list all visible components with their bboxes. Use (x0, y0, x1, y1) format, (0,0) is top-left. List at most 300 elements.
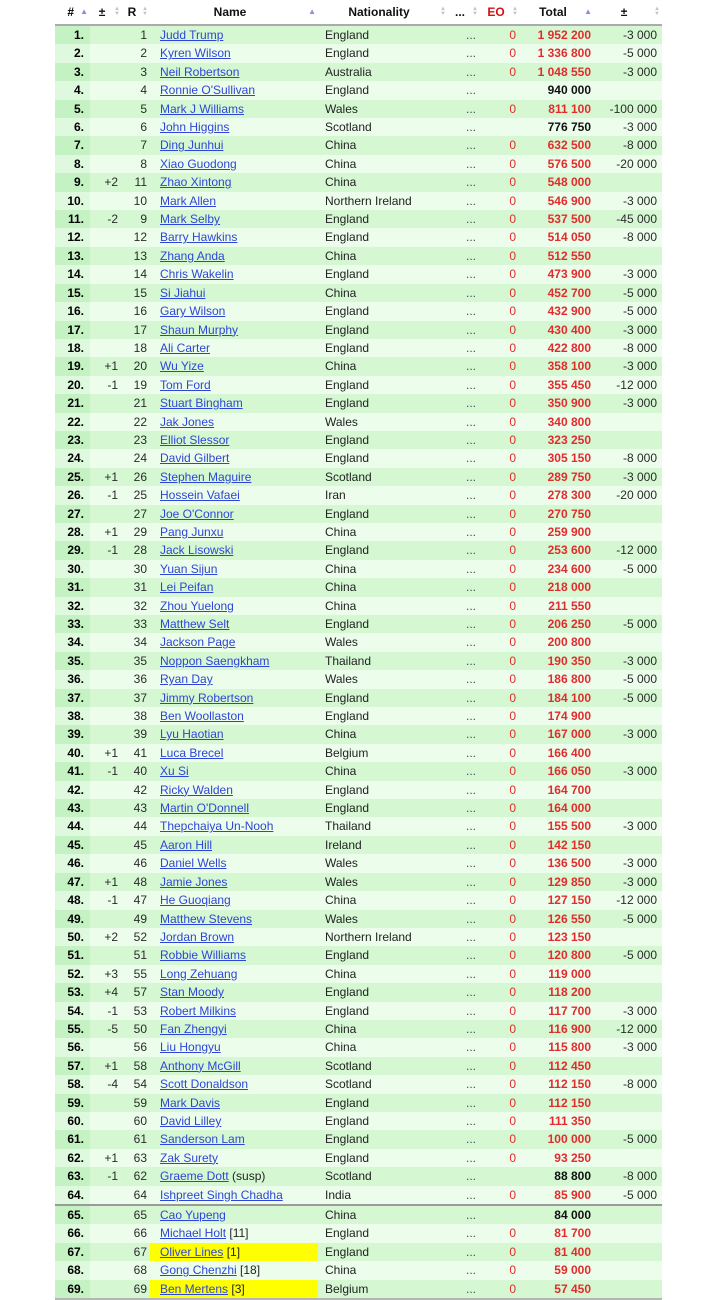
player-link[interactable]: Mark Allen (160, 193, 217, 208)
column-header-details[interactable]: ... ▲ ▼ (448, 0, 480, 25)
diff-cell: -5 000 (594, 670, 662, 688)
details-cell: ... (448, 1112, 480, 1130)
player-link[interactable]: Graeme Dott (160, 1169, 229, 1184)
nationality-cell: England (318, 44, 448, 62)
total-cell: 112 450 (520, 1057, 594, 1075)
total-cell: 546 900 (520, 192, 594, 210)
details-cell: ... (448, 1075, 480, 1093)
name-cell (150, 1020, 318, 1038)
total-cell: 118 200 (520, 983, 594, 1001)
diff-cell: -3 000 (594, 63, 662, 81)
name-cell (150, 468, 318, 486)
diff-cell: -5 000 (594, 1130, 662, 1148)
prev-rank-cell: 61 (122, 1130, 150, 1148)
details-cell: ... (448, 707, 480, 725)
player-link[interactable]: Wu Yize (160, 359, 204, 374)
name-cell (150, 707, 318, 725)
details-cell: ... (448, 541, 480, 559)
prev-rank-cell: 14 (122, 265, 150, 283)
name-cell (150, 81, 318, 99)
table-row (55, 965, 662, 983)
diff-cell (594, 1224, 662, 1242)
diff-cell (594, 983, 662, 1001)
name-cell (150, 1075, 318, 1093)
move-cell: -1 (90, 541, 122, 559)
rank-cell: 48. (55, 891, 90, 909)
details-cell: ... (448, 210, 480, 228)
prev-rank-cell: 31 (122, 578, 150, 596)
table-row (55, 100, 662, 118)
player-link[interactable]: Robbie Williams (160, 948, 247, 963)
sort-toggle-icon: ▲ ▼ (654, 6, 660, 17)
player-link[interactable]: Daniel Wells (160, 856, 227, 871)
prev-rank-cell: 11 (122, 173, 150, 191)
eo-cell: 0 (480, 983, 520, 1001)
rank-cell: 52. (55, 965, 90, 983)
table-row (55, 63, 662, 81)
player-link[interactable]: Robert Milkins (160, 1003, 237, 1018)
nationality-cell: China (318, 1020, 448, 1038)
name-cell (150, 376, 318, 394)
player-link[interactable]: Thepchaiya Un-Nooh (160, 819, 274, 834)
move-cell: -1 (90, 1167, 122, 1185)
table-row (55, 192, 662, 210)
name-cell (150, 891, 318, 909)
prev-rank-cell: 38 (122, 707, 150, 725)
diff-cell (594, 1057, 662, 1075)
total-cell: 473 900 (520, 265, 594, 283)
rank-cell: 49. (55, 910, 90, 928)
player-link[interactable]: Stephen Maguire (160, 469, 252, 484)
total-cell: 129 850 (520, 873, 594, 891)
eo-cell: 0 (480, 284, 520, 302)
total-cell: 111 350 (520, 1112, 594, 1130)
table-row (55, 1261, 662, 1279)
name-cell (150, 762, 318, 780)
name-cell (150, 1094, 318, 1112)
player-link[interactable]: Yuan Sijun (160, 561, 218, 576)
player-link[interactable]: Sanderson Lam (160, 1132, 245, 1147)
prev-rank-cell: 64 (122, 1186, 150, 1205)
rank-cell: 33. (55, 615, 90, 633)
player-link[interactable]: Ben Mertens (160, 1281, 229, 1296)
player-link[interactable]: Zhang Anda (160, 248, 225, 263)
details-cell: ... (448, 394, 480, 412)
table-row (55, 173, 662, 191)
table-row (55, 781, 662, 799)
name-cell (150, 965, 318, 983)
table-row (55, 670, 662, 688)
nationality-cell: Iran (318, 486, 448, 504)
rank-cell: 61. (55, 1130, 90, 1148)
details-cell: ... (448, 1057, 480, 1075)
eo-cell: 0 (480, 910, 520, 928)
prev-rank-cell: 19 (122, 376, 150, 394)
diff-cell: -3 000 (594, 394, 662, 412)
rank-cell: 36. (55, 670, 90, 688)
move-cell (90, 615, 122, 633)
player-link[interactable]: Mark J Williams (160, 101, 244, 116)
player-link[interactable]: Elliot Slessor (160, 432, 230, 447)
player-link[interactable]: Noppon Saengkham (160, 653, 270, 668)
name-cell (150, 1038, 318, 1056)
table-row (55, 652, 662, 670)
name-cell (150, 597, 318, 615)
player-link[interactable]: Long Zehuang (160, 966, 238, 981)
eo-cell: 0 (480, 44, 520, 62)
player-link[interactable]: Luca Brecel (160, 745, 224, 760)
player-link[interactable]: Lei Peifan (160, 580, 214, 595)
rank-cell: 51. (55, 946, 90, 964)
nationality-cell: China (318, 523, 448, 541)
table-row (55, 81, 662, 99)
eo-cell: 0 (480, 597, 520, 615)
diff-cell: -8 000 (594, 1075, 662, 1093)
rank-cell: 65. (55, 1205, 90, 1224)
prev-rank-cell: 47 (122, 891, 150, 909)
player-link[interactable]: David Gilbert (160, 451, 230, 466)
total-cell: 430 400 (520, 321, 594, 339)
total-cell: 81 700 (520, 1224, 594, 1242)
eo-cell (480, 118, 520, 136)
player-link[interactable]: Jimmy Robertson (160, 690, 254, 705)
details-cell: ... (448, 817, 480, 835)
name-cell (150, 928, 318, 946)
player-link[interactable]: Xu Si (160, 764, 189, 779)
prev-rank-cell: 60 (122, 1112, 150, 1130)
rank-cell: 54. (55, 1002, 90, 1020)
prev-rank-cell: 8 (122, 155, 150, 173)
total-cell: 142 150 (520, 836, 594, 854)
prev-rank-cell: 26 (122, 468, 150, 486)
details-cell: ... (448, 725, 480, 743)
total-cell: 355 450 (520, 376, 594, 394)
diff-cell: -5 000 (594, 615, 662, 633)
player-link[interactable]: Gong Chenzhi (160, 1263, 237, 1278)
player-link[interactable]: Zak Surety (160, 1150, 219, 1165)
table-row (55, 1075, 662, 1093)
total-cell: 81 400 (520, 1243, 594, 1261)
nationality-cell: England (318, 505, 448, 523)
move-cell: -2 (90, 210, 122, 228)
name-cell (150, 265, 318, 283)
name-cell (150, 744, 318, 762)
nationality-cell: China (318, 762, 448, 780)
player-link[interactable]: Martin O'Donnell (160, 801, 249, 816)
player-link[interactable]: Zhou Yuelong (160, 598, 234, 613)
table-row (55, 1280, 662, 1299)
column-header-prev-rank[interactable]: R ▲ ▼ (122, 0, 150, 25)
prev-rank-cell: 37 (122, 689, 150, 707)
rank-cell: 55. (55, 1020, 90, 1038)
details-cell: ... (448, 781, 480, 799)
eo-cell: 0 (480, 541, 520, 559)
details-cell: ... (448, 321, 480, 339)
eo-cell (480, 81, 520, 99)
diff-cell: -20 000 (594, 486, 662, 504)
name-cell (150, 1002, 318, 1020)
name-cell (150, 1186, 318, 1205)
total-cell: 184 100 (520, 689, 594, 707)
nationality-cell: Scotland (318, 118, 448, 136)
name-suffix: [3] (228, 1281, 245, 1296)
total-cell: 120 800 (520, 946, 594, 964)
details-cell: ... (448, 357, 480, 375)
details-cell: ... (448, 633, 480, 651)
player-link[interactable]: Stuart Bingham (160, 396, 243, 411)
rank-cell: 5. (55, 100, 90, 118)
table-row (55, 376, 662, 394)
nationality-cell: England (318, 1149, 448, 1167)
eo-cell: 0 (480, 891, 520, 909)
move-cell (90, 633, 122, 651)
nationality-cell: England (318, 228, 448, 246)
table-row (55, 321, 662, 339)
nationality-cell: England (318, 946, 448, 964)
eo-cell: 0 (480, 413, 520, 431)
table-row (55, 541, 662, 559)
nationality-cell: China (318, 725, 448, 743)
player-link[interactable]: Joe O'Connor (160, 506, 234, 521)
move-cell (90, 339, 122, 357)
player-link[interactable]: Ding Junhui (160, 138, 224, 153)
nationality-cell: England (318, 1224, 448, 1242)
prev-rank-cell: 55 (122, 965, 150, 983)
player-link[interactable]: Shaun Murphy (160, 322, 239, 337)
move-cell: +2 (90, 928, 122, 946)
name-cell (150, 873, 318, 891)
prev-rank-cell: 23 (122, 431, 150, 449)
total-cell: 112 150 (520, 1075, 594, 1093)
diff-cell (594, 1261, 662, 1279)
move-cell (90, 284, 122, 302)
player-link[interactable]: Jackson Page (160, 635, 236, 650)
move-cell: +1 (90, 468, 122, 486)
move-cell: -1 (90, 762, 122, 780)
column-header-nationality[interactable]: Nationality ▲ ▼ (318, 0, 448, 25)
diff-cell (594, 1280, 662, 1299)
eo-cell: 0 (480, 1224, 520, 1242)
eo-cell: 0 (480, 468, 520, 486)
total-cell: 811 100 (520, 100, 594, 118)
diff-cell: -8 000 (594, 339, 662, 357)
player-link[interactable]: Kyren Wilson (160, 46, 231, 61)
diff-cell: -12 000 (594, 1020, 662, 1038)
total-cell: 940 000 (520, 81, 594, 99)
details-cell: ... (448, 1038, 480, 1056)
player-link[interactable]: Barry Hawkins (160, 230, 238, 245)
player-link[interactable]: Stan Moody (160, 985, 225, 1000)
player-link[interactable]: Mark Davis (160, 1095, 221, 1110)
table-row (55, 468, 662, 486)
player-link[interactable]: Gary Wilson (160, 304, 226, 319)
eo-cell (480, 1167, 520, 1185)
player-link[interactable]: Neil Robertson (160, 64, 240, 79)
table-row (55, 633, 662, 651)
rank-cell: 41. (55, 762, 90, 780)
table-row (55, 1243, 662, 1261)
eo-cell: 0 (480, 486, 520, 504)
player-link[interactable]: Judd Trump (160, 28, 224, 42)
name-cell (150, 578, 318, 596)
total-cell: 1 048 550 (520, 63, 594, 81)
table-header (55, 0, 662, 25)
player-link[interactable]: Zhao Xintong (160, 175, 232, 190)
player-link[interactable]: Pang Junxu (160, 524, 224, 539)
prev-rank-cell: 63 (122, 1149, 150, 1167)
total-cell: 305 150 (520, 449, 594, 467)
player-link[interactable]: Cao Yupeng (160, 1208, 226, 1222)
total-cell: 200 800 (520, 633, 594, 651)
diff-cell (594, 578, 662, 596)
table-row (55, 928, 662, 946)
move-cell (90, 725, 122, 743)
player-link[interactable]: Anthony McGill (160, 1058, 241, 1073)
total-cell: 253 600 (520, 541, 594, 559)
player-link[interactable]: Tom Ford (160, 377, 211, 392)
nationality-cell: Northern Ireland (318, 192, 448, 210)
player-link[interactable]: Jamie Jones (160, 874, 228, 889)
nationality-cell: England (318, 799, 448, 817)
rank-cell: 31. (55, 578, 90, 596)
name-suffix: [1] (223, 1244, 241, 1259)
prev-rank-cell: 33 (122, 615, 150, 633)
move-cell (90, 910, 122, 928)
prev-rank-cell: 66 (122, 1224, 150, 1242)
player-link[interactable]: John Higgins (160, 120, 230, 135)
move-cell: +2 (90, 173, 122, 191)
nationality-cell: China (318, 891, 448, 909)
prev-rank-cell: 28 (122, 541, 150, 559)
player-link[interactable]: Jack Lisowski (160, 543, 234, 558)
player-link[interactable]: Liu Hongyu (160, 1040, 221, 1055)
prev-rank-cell: 6 (122, 118, 150, 136)
move-cell: -1 (90, 1002, 122, 1020)
player-link[interactable]: Jordan Brown (160, 929, 235, 944)
move-cell (90, 44, 122, 62)
column-header-diff[interactable]: ± ▲ ▼ (594, 0, 662, 25)
rank-cell: 25. (55, 468, 90, 486)
move-cell: -5 (90, 1020, 122, 1038)
diff-cell: -8 000 (594, 228, 662, 246)
table-row (55, 523, 662, 541)
player-link[interactable]: He Guoqiang (160, 893, 231, 908)
rankings-table (55, 0, 662, 1300)
eo-cell: 0 (480, 615, 520, 633)
table-row (55, 1002, 662, 1020)
total-cell: 174 900 (520, 707, 594, 725)
nationality-cell: England (318, 689, 448, 707)
total-cell: 1 336 800 (520, 44, 594, 62)
diff-cell: -3 000 (594, 873, 662, 891)
player-link[interactable]: Si Jiahui (160, 285, 206, 300)
player-link[interactable]: Matthew Stevens (160, 911, 253, 926)
player-link[interactable]: Ali Carter (160, 340, 211, 355)
player-link[interactable]: David Lilley (160, 1113, 222, 1128)
eo-cell: 0 (480, 928, 520, 946)
eo-cell: 0 (480, 100, 520, 118)
table-row (55, 505, 662, 523)
name-cell (150, 670, 318, 688)
nationality-cell: England (318, 707, 448, 725)
move-cell (90, 1224, 122, 1242)
details-cell: ... (448, 413, 480, 431)
rank-cell: 23. (55, 431, 90, 449)
player-link[interactable]: Scott Donaldson (160, 1077, 249, 1092)
table-row (55, 1038, 662, 1056)
eo-cell: 0 (480, 1130, 520, 1148)
table-row (55, 265, 662, 283)
rank-cell: 22. (55, 413, 90, 431)
details-cell: ... (448, 302, 480, 320)
nationality-cell: China (318, 155, 448, 173)
player-link[interactable]: Ishpreet Singh Chadha (160, 1187, 283, 1202)
column-header-total[interactable]: Total ▲ (520, 0, 594, 25)
details-cell: ... (448, 284, 480, 302)
prev-rank-cell: 39 (122, 725, 150, 743)
player-link[interactable]: Michael Holt (160, 1226, 227, 1241)
column-header-rank[interactable]: # ▲ (55, 0, 90, 25)
player-link[interactable]: Jak Jones (160, 414, 215, 429)
eo-cell: 0 (480, 376, 520, 394)
eo-cell: 0 (480, 1280, 520, 1299)
player-link[interactable]: Hossein Vafaei (160, 488, 240, 503)
nationality-cell: China (318, 578, 448, 596)
column-header-move[interactable]: ± ▲ ▼ (90, 0, 122, 25)
player-link[interactable]: Lyu Haotian (160, 727, 224, 742)
player-link[interactable]: Aaron Hill (160, 837, 213, 852)
player-link[interactable]: Oliver Lines (160, 1244, 224, 1259)
eo-cell: 0 (480, 1057, 520, 1075)
details-cell: ... (448, 615, 480, 633)
table-row (55, 799, 662, 817)
nationality-cell: China (318, 1205, 448, 1224)
move-cell (90, 578, 122, 596)
diff-cell (594, 1205, 662, 1224)
diff-cell (594, 781, 662, 799)
player-link[interactable]: Fan Zhengyi (160, 1021, 227, 1036)
player-link[interactable]: Matthew Selt (160, 617, 230, 631)
diff-cell: -5 000 (594, 1186, 662, 1205)
total-cell: 155 500 (520, 817, 594, 835)
move-cell (90, 560, 122, 578)
total-cell: 270 750 (520, 505, 594, 523)
player-link[interactable]: Ricky Walden (160, 782, 233, 797)
name-cell (150, 725, 318, 743)
player-link[interactable]: Chris Wakelin (160, 267, 234, 282)
player-link[interactable]: Ben Woollaston (160, 709, 244, 724)
column-header-name[interactable]: Name ▲ (150, 0, 318, 25)
eo-cell: 0 (480, 228, 520, 246)
player-link[interactable]: Ronnie O'Sullivan (160, 83, 256, 98)
details-cell: ... (448, 597, 480, 615)
name-cell (150, 339, 318, 357)
eo-cell: 0 (480, 817, 520, 835)
move-cell (90, 689, 122, 707)
diff-cell: -3 000 (594, 25, 662, 44)
player-link[interactable]: Mark Selby (160, 212, 221, 227)
player-link[interactable]: Xiao Guodong (160, 156, 237, 171)
eo-cell: 0 (480, 1112, 520, 1130)
table-row (55, 247, 662, 265)
prev-rank-cell: 21 (122, 394, 150, 412)
sort-ascending-icon: ▲ (584, 7, 592, 16)
column-header-eo[interactable]: EO ▲ ▼ (480, 0, 520, 25)
nationality-cell: England (318, 339, 448, 357)
player-link[interactable]: Ryan Day (160, 672, 213, 687)
details-cell: ... (448, 983, 480, 1001)
move-cell: +4 (90, 983, 122, 1001)
